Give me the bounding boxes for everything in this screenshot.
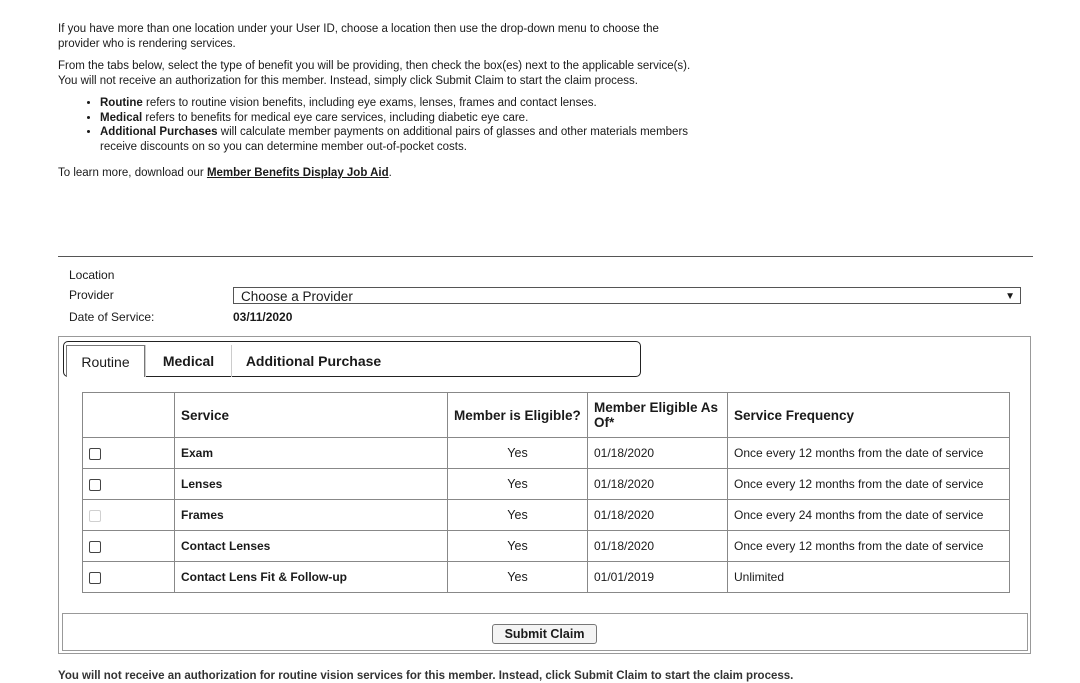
service-cell: Frames bbox=[175, 500, 448, 531]
select-cell bbox=[83, 500, 175, 531]
date-of-service-label: Date of Service: bbox=[69, 310, 155, 324]
frequency-cell: Once every 12 months from the date of service bbox=[728, 438, 1010, 469]
eligible-as-of-cell: 01/18/2020 bbox=[588, 500, 728, 531]
provider-select[interactable] bbox=[233, 287, 1021, 304]
eligible-cell: Yes bbox=[448, 438, 588, 469]
date-of-service-value: 03/11/2020 bbox=[233, 310, 293, 324]
services-table bbox=[82, 392, 1010, 593]
frequency-cell: Once every 12 months from the date of service bbox=[728, 469, 1010, 500]
submit-claim-button[interactable]: Submit Claim bbox=[492, 624, 597, 644]
tab-routine[interactable]: Routine bbox=[66, 345, 145, 377]
select-cell bbox=[83, 469, 175, 500]
eligible-as-of-cell: 01/18/2020 bbox=[588, 438, 728, 469]
eligible-cell: Yes bbox=[448, 500, 588, 531]
frequency-cell: Unlimited bbox=[728, 562, 1010, 593]
service-cell: Contact Lens Fit & Follow-up bbox=[175, 562, 448, 593]
eligible-column-header: Member is Eligible? bbox=[448, 393, 588, 438]
exam-checkbox[interactable] bbox=[89, 448, 101, 460]
contact-lenses-checkbox[interactable] bbox=[89, 541, 101, 553]
tab-additional-purchase[interactable]: Additional Purchase bbox=[231, 345, 395, 377]
benefit-types-list bbox=[58, 96, 698, 154]
eligible-cell: Yes bbox=[448, 562, 588, 593]
divider bbox=[58, 256, 1033, 257]
tab-medical[interactable]: Medical bbox=[145, 345, 231, 377]
dropdown-arrow-icon: ▼ bbox=[1005, 291, 1015, 302]
list-item: • Routine refers to routine vision benefits, including eye exams, lenses, frames and contact lenses. bbox=[100, 96, 698, 111]
select-column-header bbox=[83, 393, 175, 438]
learn-more-text: To learn more, download our Member Benefits Display Job Aid. bbox=[58, 167, 392, 179]
provider-select-value: Choose a Provider bbox=[241, 289, 353, 304]
provider-label: Provider bbox=[69, 288, 114, 302]
frequency-cell: Once every 24 months from the date of service bbox=[728, 500, 1010, 531]
table-row bbox=[83, 531, 1010, 562]
location-label: Location bbox=[69, 268, 115, 282]
eligible-as-of-cell: 01/18/2020 bbox=[588, 531, 728, 562]
list-item: • Additional Purchases will calculate member payments on additional pairs of glasses and other materials members receive discounts on so you can determine member out-of-pocket costs. bbox=[100, 125, 698, 154]
table-row bbox=[83, 469, 1010, 500]
select-cell bbox=[83, 562, 175, 593]
instructions bbox=[58, 22, 698, 189]
service-cell: Lenses bbox=[175, 469, 448, 500]
table-row bbox=[83, 562, 1010, 593]
location-instructions: If you have more than one location under your User ID, choose a location then use the drop-down menu to choose the provider who is rendering services. bbox=[58, 23, 659, 50]
eligible-as-of-cell: 01/18/2020 bbox=[588, 469, 728, 500]
eligible-cell: Yes bbox=[448, 531, 588, 562]
service-cell: Contact Lenses bbox=[175, 531, 448, 562]
frames-checkbox[interactable] bbox=[89, 510, 101, 522]
service-cell: Exam bbox=[175, 438, 448, 469]
table-row bbox=[83, 438, 1010, 469]
select-cell bbox=[83, 438, 175, 469]
select-cell bbox=[83, 531, 175, 562]
frequency-cell: Once every 12 months from the date of service bbox=[728, 531, 1010, 562]
job-aid-link[interactable]: Member Benefits Display Job Aid bbox=[206, 167, 389, 179]
eligible-as-of-column-header: Member Eligible As Of* bbox=[588, 393, 728, 438]
table-header-row bbox=[83, 393, 1010, 438]
service-column-header: Service bbox=[175, 393, 448, 438]
table-row bbox=[83, 500, 1010, 531]
eligible-cell: Yes bbox=[448, 469, 588, 500]
frequency-column-header: Service Frequency bbox=[728, 393, 1010, 438]
contact-lens-fit-checkbox[interactable] bbox=[89, 572, 101, 584]
footer-note: You will not receive an authorization for routine vision services for this member. Instead, click Submit Claim to start the claim process. bbox=[58, 670, 794, 682]
eligible-as-of-cell: 01/01/2019 bbox=[588, 562, 728, 593]
list-item: • Medical refers to benefits for medical eye care services, including diabetic eye care. bbox=[100, 111, 698, 126]
tab-instructions: From the tabs below, select the type of benefit you will be providing, then check the box(es) next to the applicable service(s). You will not receive an authorization for this member. Instead, simply click Submit Claim to start the claim process. bbox=[58, 60, 691, 87]
lenses-checkbox[interactable] bbox=[89, 479, 101, 491]
